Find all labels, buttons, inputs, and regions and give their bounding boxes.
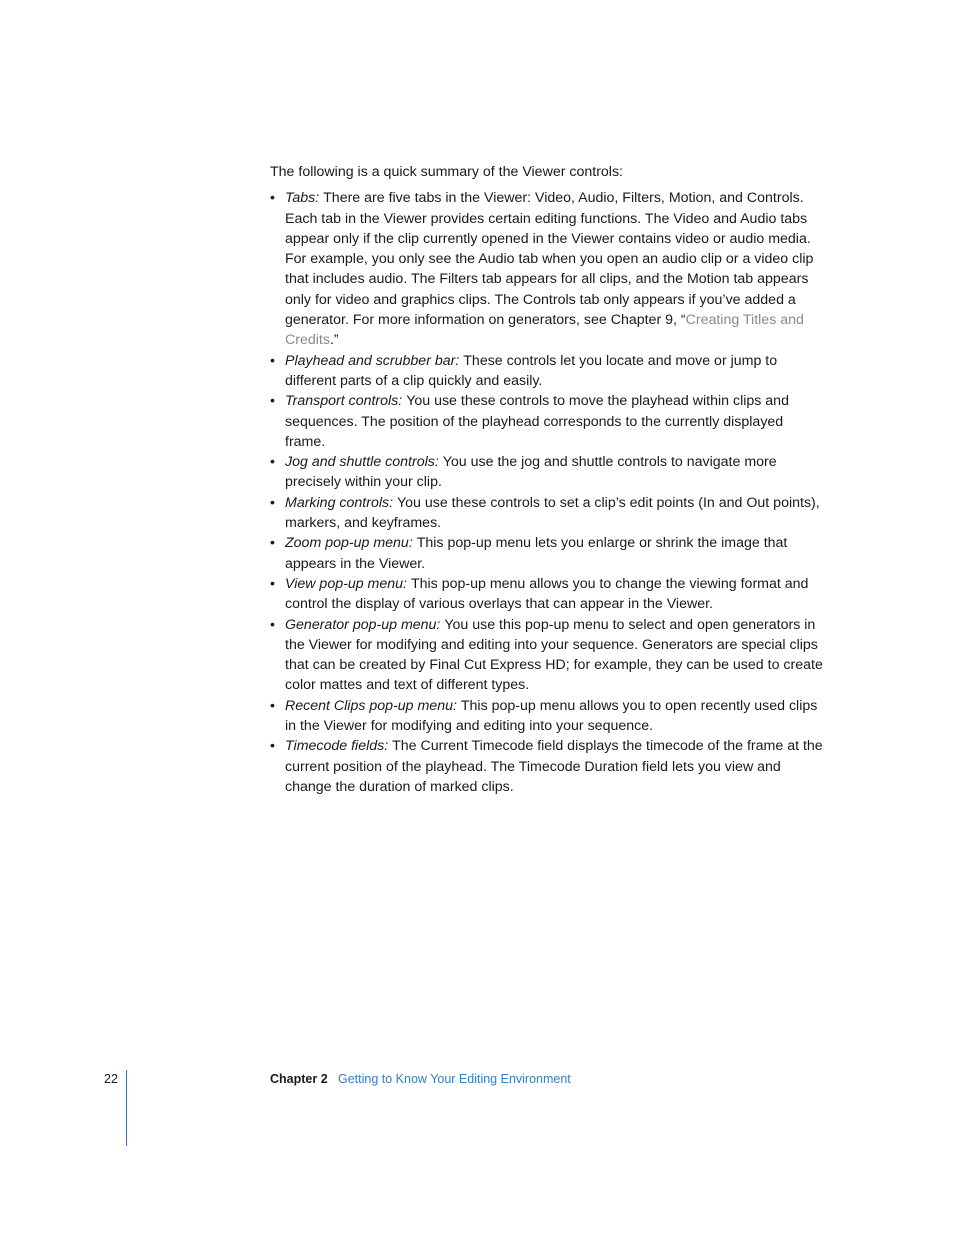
item-term: Generator pop-up menu: bbox=[285, 616, 441, 633]
page-number: 22 bbox=[104, 1072, 118, 1086]
footer-divider bbox=[126, 1070, 127, 1146]
item-text: The Current Timecode field displays the timecode of the frame at the current position of the playhead. The Timecode Duration field lets you view and change the duration of marked clips. bbox=[285, 738, 823, 795]
item-text: There are five tabs in the Viewer: Video, Audio, Filters, Motion, and Controls. Each tab in the Viewer provides certain editing functions. The Video and Audio tabs appear only if the clip currently opened in the Viewer contains video or audio media. For example, you only see the Audio tab when you open an audio clip or a video clip that includes audio. The Filters tab appears for all clips, and the Motion tab appears only for video and graphics clips. The Controls tab only appears if you’ve added a generator. For more information on generators, see Chapter 9, “ bbox=[285, 190, 814, 329]
intro-paragraph: The following is a quick summary of the Viewer controls: bbox=[270, 164, 623, 180]
list-item-tabs bbox=[270, 188, 826, 350]
list-item-transport bbox=[270, 391, 826, 452]
main-content bbox=[270, 162, 826, 797]
item-text: This pop-up menu allows you to change the viewing format and control the display of various overlays that can appear in the Viewer. bbox=[285, 575, 809, 613]
list-item-playhead bbox=[270, 351, 826, 392]
item-term: View pop-up menu: bbox=[285, 575, 407, 592]
chapter-link-creating-titles[interactable]: Creating Titles and Credits bbox=[285, 312, 804, 349]
item-text: These controls let you locate and move or jump to different parts of a clip quickly and easily. bbox=[285, 352, 778, 389]
list-item-view-menu bbox=[270, 574, 826, 615]
item-term: Playhead and scrubber bar: bbox=[285, 352, 460, 369]
item-term: Tabs: bbox=[285, 190, 320, 207]
item-text: This pop-up menu allows you to open recently used clips in the Viewer for modifying and editing into your sequence. bbox=[285, 697, 818, 735]
footer-chapter-title: Getting to Know Your Editing Environment bbox=[338, 1072, 571, 1086]
list-item-recent-clips-menu bbox=[270, 696, 826, 737]
item-text-after: .” bbox=[329, 332, 339, 349]
item-term: Timecode fields: bbox=[285, 738, 389, 755]
list-item-timecode bbox=[270, 736, 826, 797]
item-term: Transport controls: bbox=[285, 393, 403, 410]
list-item-zoom-menu bbox=[270, 533, 826, 574]
item-term: Zoom pop-up menu: bbox=[285, 535, 413, 552]
item-term: Marking controls: bbox=[285, 494, 394, 511]
item-text: You use the jog and shuttle controls to navigate more precisely within your clip. bbox=[285, 454, 777, 491]
item-term: Recent Clips pop-up menu: bbox=[285, 697, 457, 714]
footer-chapter-label: Chapter 2 bbox=[270, 1072, 328, 1086]
list-item-jog-shuttle bbox=[270, 452, 826, 493]
item-text: You use this pop-up menu to select and open generators in the Viewer for modifying and editing into your sequence. Generators are special clips that can be created by Final Cut Express HD; for example, they can be used to create color mattes and text of different types. bbox=[285, 616, 823, 694]
list-item-generator-menu bbox=[270, 615, 826, 696]
item-text: This pop-up menu lets you enlarge or shrink the image that appears in the Viewer. bbox=[285, 535, 788, 572]
item-term: Jog and shuttle controls: bbox=[285, 454, 439, 471]
item-text: You use these controls to move the playhead within clips and sequences. The position of the playhead corresponds to the currently displayed frame. bbox=[285, 393, 789, 450]
viewer-controls-list bbox=[270, 188, 826, 797]
list-item-marking bbox=[270, 493, 826, 534]
item-text: You use these controls to set a clip’s edit points (In and Out points), markers, and keyframes. bbox=[285, 494, 820, 532]
